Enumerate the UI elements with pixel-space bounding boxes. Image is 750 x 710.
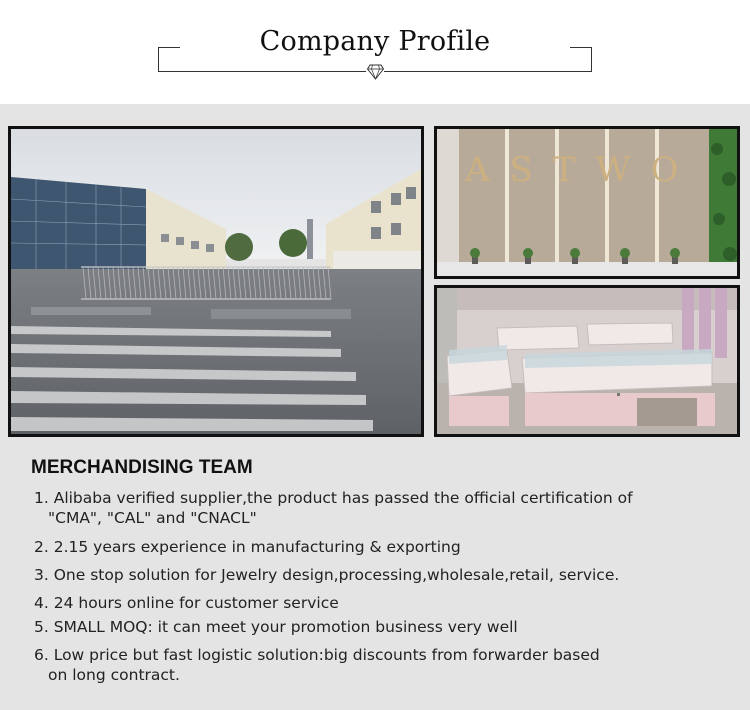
list-item <box>34 593 339 613</box>
list-item <box>34 565 619 585</box>
list-item <box>34 645 600 685</box>
header <box>0 0 750 104</box>
list-item-text: 6. Low price but fast logistic solution:big discounts from forwarder based <box>34 646 600 664</box>
list-item-text: 5. SMALL MOQ: it can meet your promotion business very well <box>34 618 518 636</box>
title-underline-right <box>384 71 592 72</box>
list-item-text: 2. 2.15 years experience in manufacturing & exporting <box>34 538 461 556</box>
showroom-photo <box>434 285 740 437</box>
diamond-icon <box>367 64 384 80</box>
title-frame-left <box>158 47 180 72</box>
list-item-continuation: on long contract. <box>48 666 180 684</box>
list-item-text: 4. 24 hours online for customer service <box>34 594 339 612</box>
list-item <box>34 537 461 557</box>
logo-wall-photo <box>434 126 740 279</box>
factory-gate-photo <box>8 126 424 437</box>
title-frame-right <box>570 47 592 72</box>
title-underline-left <box>158 71 366 72</box>
list-item-text: 1. Alibaba verified supplier,the product has passed the official certification of <box>34 489 633 507</box>
section-heading: MERCHANDISING TEAM <box>31 457 253 478</box>
list-item <box>34 617 518 637</box>
list-item-text: 3. One stop solution for Jewelry design,processing,wholesale,retail, service. <box>34 566 620 584</box>
list-item-continuation: "CMA", "CAL" and "CNACL" <box>48 509 257 527</box>
page-title: Company Profile <box>259 26 491 57</box>
list-item <box>34 488 633 528</box>
wall-sign-text: ASTWO <box>465 150 699 190</box>
